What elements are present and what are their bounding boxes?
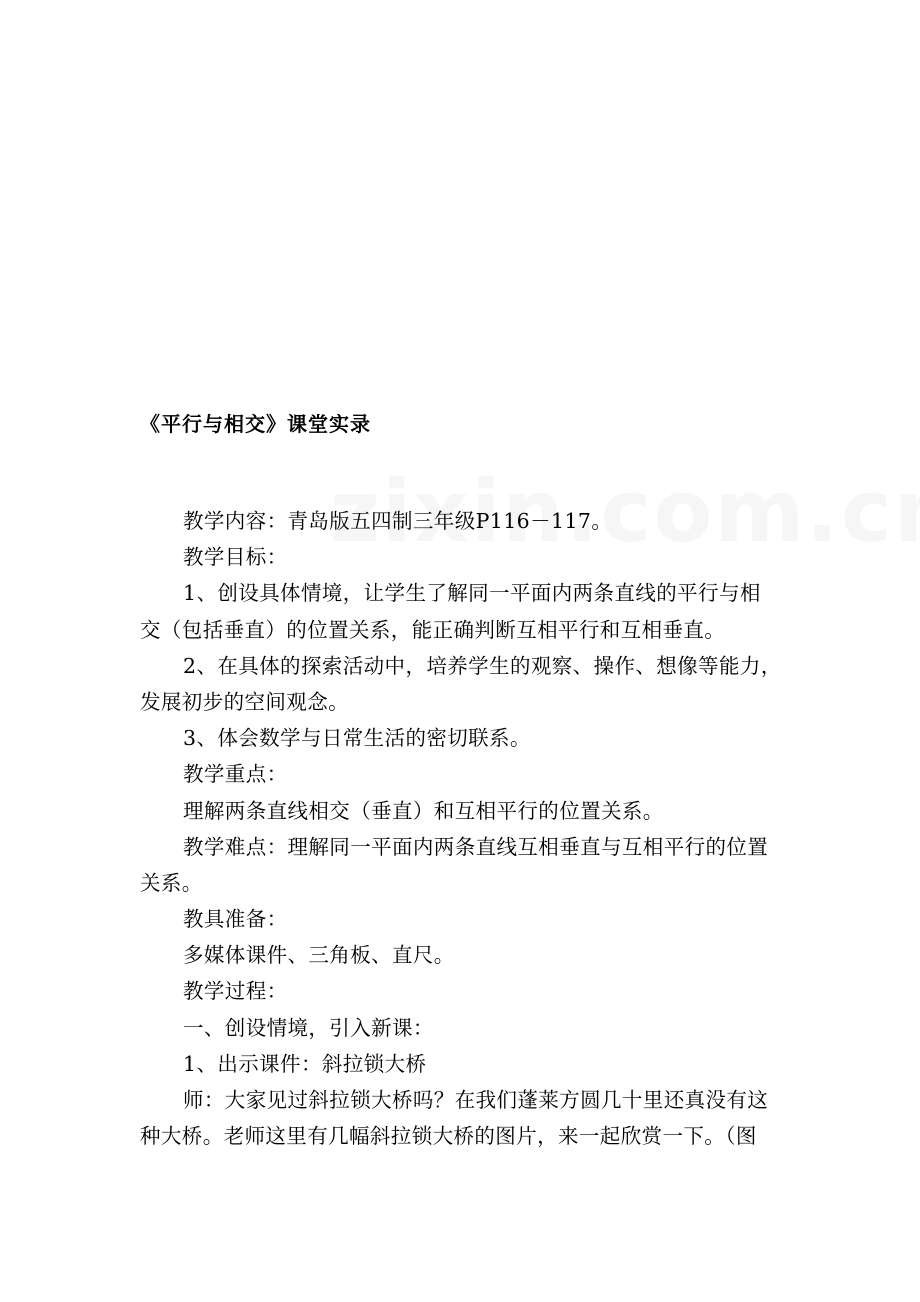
paragraph-line: 发展初步的空间观念。 bbox=[140, 689, 349, 714]
paragraph-line: 一、创设情境，引入新课： bbox=[183, 1015, 434, 1040]
paragraph-line: 教学重点： bbox=[183, 762, 288, 787]
paragraph-line: 教学目标： bbox=[183, 545, 288, 570]
paragraph-line: 种大桥。老师这里有几幅斜拉锁大桥的图片，来一起欣赏一下。（图 bbox=[140, 1124, 757, 1149]
paragraph-line: 2、在具体的探索活动中，培养学生的观察、操作、想像等能力， bbox=[183, 653, 782, 678]
paragraph-line: 交（包括垂直）的位置关系，能正确判断互相平行和互相垂直。 bbox=[140, 617, 726, 642]
paragraph-line: 关系。 bbox=[140, 870, 203, 895]
document-body bbox=[140, 503, 784, 1154]
document-title: 《平行与相交》课堂实录 bbox=[140, 412, 371, 436]
paragraph-line: 教学难点：理解同一平面内两条直线互相垂直与互相平行的位置 bbox=[183, 834, 769, 859]
paragraph-line: 1、创设具体情境，让学生了解同一平面内两条直线的平行与相 bbox=[183, 581, 761, 606]
paragraph-line: 师：大家见过斜拉锁大桥吗？在我们蓬莱方圆几十里还真没有这 bbox=[183, 1088, 769, 1112]
paragraph-line: 3、体会数学与日常生活的密切联系。 bbox=[183, 726, 531, 751]
paragraph-line: 理解两条直线相交（垂直）和互相平行的位置关系。 bbox=[183, 798, 664, 823]
paragraph-line: 1、出示课件：斜拉锁大桥 bbox=[183, 1051, 427, 1076]
paragraph-line: 教具准备： bbox=[183, 907, 288, 932]
paragraph-line: 多媒体课件、三角板、直尺。 bbox=[183, 943, 455, 968]
paragraph-line: 教学过程： bbox=[183, 979, 288, 1004]
paragraph-line: 教学内容：青岛版五四制三年级P116－117。 bbox=[183, 509, 613, 533]
